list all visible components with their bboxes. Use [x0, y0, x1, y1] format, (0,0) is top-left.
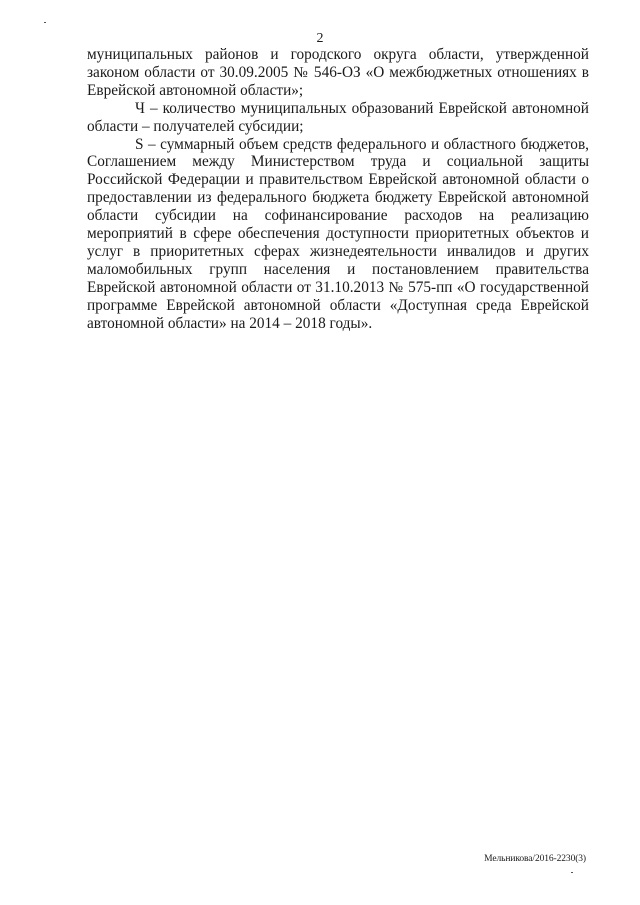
- scan-speck: [571, 872, 573, 873]
- document-footer-reference: Мельникова/2016-2230(3): [484, 854, 586, 864]
- scan-speck: [44, 22, 46, 23]
- paragraph-variable-s: S – суммарный объем средств федерального и областного бюджетов, Соглашением между Министерством труда и социальной защиты Российской Федерации и правительством Еврейской автономной области о предоставлении из федерального бюджета бюджету Еврейской автономной области субсидии на софинансирование расходов на реализацию мероприятий в сфере обеспечения доступности приоритетных объектов и услуг в приоритетных сферах жизнедеятельности инвалидов и других маломобильных групп населения и постановлением правительства Еврейской автономной области от 31.10.2013 № 575-пп «О государственной программе Еврейской автономной области «Доступная среда Еврейской автономной области» на 2014 – 2018 годы».: [87, 135, 589, 332]
- paragraph-variable-ch: Ч – количество муниципальных образований Еврейской автономной области – получателей субсидии;: [87, 99, 589, 135]
- paragraph-continuation: муниципальных районов и городского округа области, утвержденной законом области от 30.09.2005 № 546-ОЗ «О межбюджетных отношениях в Еврейской автономной области»;: [87, 46, 589, 99]
- page-number: 2: [316, 31, 324, 46]
- document-body: [87, 46, 589, 333]
